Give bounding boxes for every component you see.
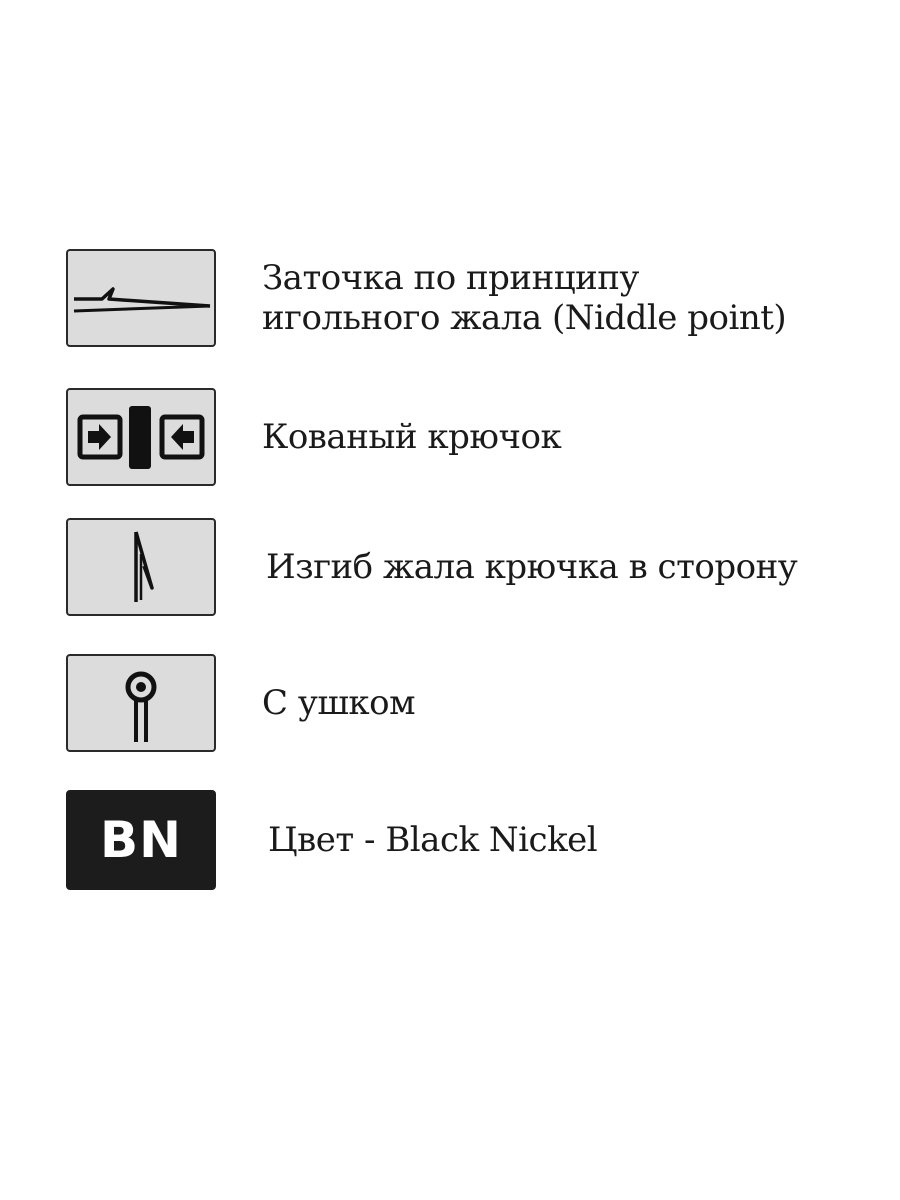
feature-row-color — [66, 790, 597, 890]
forged-hook-icon — [66, 388, 216, 486]
feature-caption-offset-point — [266, 547, 797, 587]
feature-row-needle-point — [66, 249, 786, 347]
feature-row-offset-point — [66, 518, 797, 616]
color-badge — [66, 790, 216, 890]
caption-line: Заточка по принципу — [262, 258, 639, 298]
feature-row-forged-hook — [66, 388, 561, 486]
caption-line: Кованый крючок — [262, 417, 562, 457]
feature-caption-ringed-eye — [262, 683, 415, 723]
caption-line: игольного жала (Niddle point) — [262, 298, 787, 338]
caption-line: С ушком — [262, 683, 416, 723]
needle-point-icon — [66, 249, 216, 347]
color-badge-text: BN — [100, 811, 182, 869]
caption-line: Цвет - Black Nickel — [268, 820, 598, 860]
feature-caption-color — [268, 820, 597, 860]
ringed-eye-icon — [66, 654, 216, 752]
feature-caption-forged-hook — [262, 417, 561, 457]
offset-point-icon — [66, 518, 216, 616]
feature-caption-needle-point — [262, 258, 786, 338]
feature-row-ringed-eye — [66, 654, 415, 752]
caption-line: Изгиб жала крючка в сторону — [266, 547, 798, 587]
